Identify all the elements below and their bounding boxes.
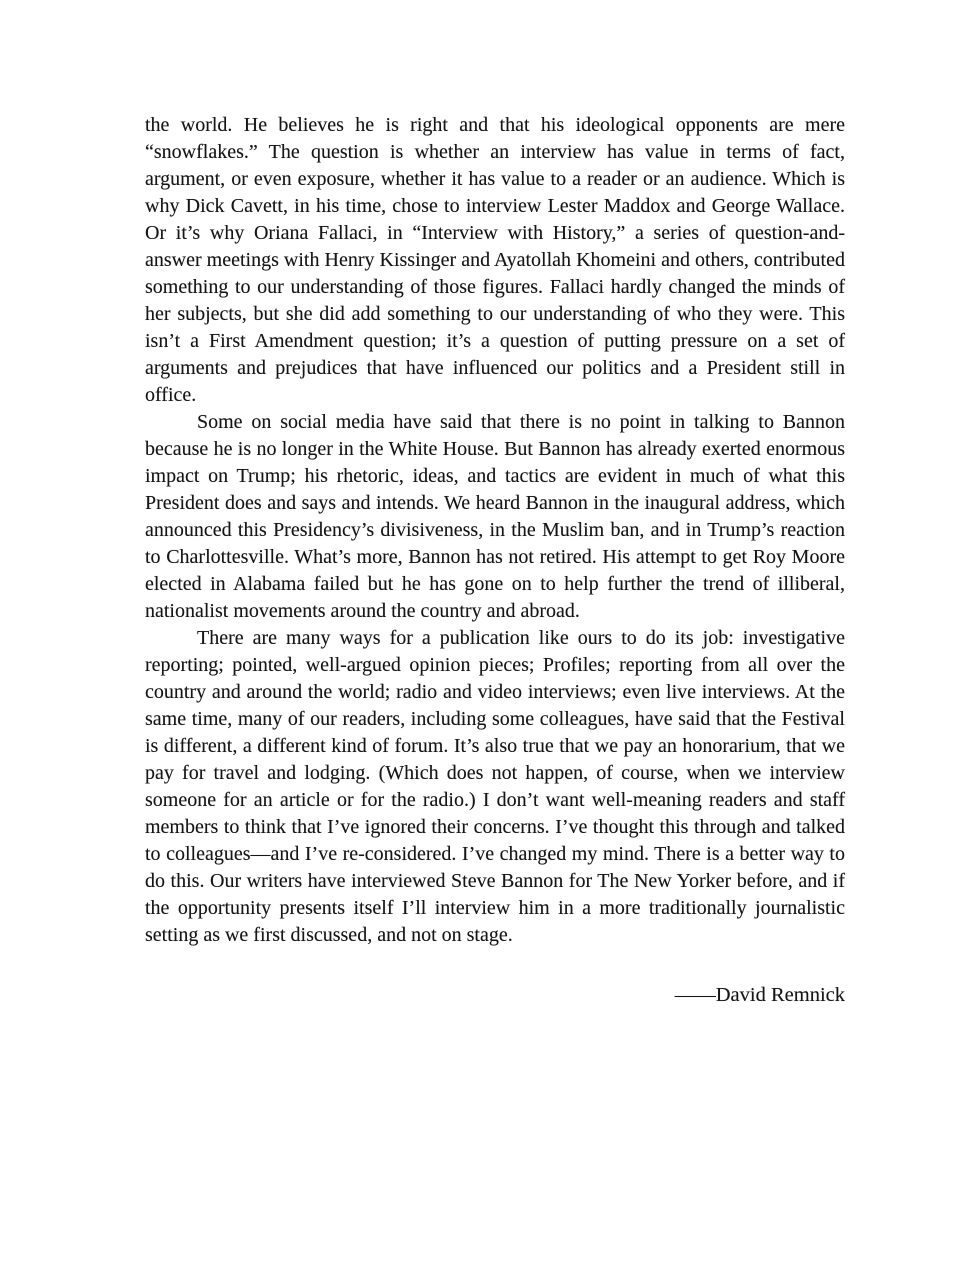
letter-body [145, 112, 845, 1009]
paragraph-2: Some on social media have said that there is no point in talking to Bannon because he is no longer in the White House. But Bannon has already exerted enormous impact on Trump; his rhetoric, ideas, and tactics are evident in much of what this President does and says and intends. We heard Bannon in the inaugural address, which announced this Presidency’s divisiveness, in the Muslim ban, and in Trump’s reaction to Charlottesville. What’s more, Bannon has not retired. His attempt to get Roy Moore elected in Alabama failed but he has gone on to help further the trend of illiberal, nationalist movements around the country and abroad. [145, 411, 845, 622]
paragraph-1: the world. He believes he is right and that his ideological opponents are mere “snowflakes.” The question is whether an interview has value in terms of fact, argument, or even exposure, whether it has value to a reader or an audience. Which is why Dick Cavett, in his time, chose to interview Lester Maddox and George Wallace. Or it’s why Oriana Fallaci, in “Interview with History,” a series of question-and-answer meetings with Henry Kissinger and Ayatollah Khomeini and others, contributed something to our understanding of those figures. Fallaci hardly changed the minds of her subjects, but she did add something to our understanding of who they were. This isn’t a First Amendment question; it’s a question of putting pressure on a set of arguments and prejudices that have influenced our politics and a President still in office. [145, 114, 845, 406]
paragraph-3: There are many ways for a publication like ours to do its job: investigative reporting; pointed, well-argued opinion pieces; Profiles; reporting from all over the country and around the world; radio and video interviews; even live interviews. At the same time, many of our readers, including some colleagues, have said that the Festival is different, a different kind of forum. It’s also true that we pay an honorarium, that we pay for travel and lodging. (Which does not happen, of course, when we interview someone for an article or for the radio.) I don’t want well-meaning readers and staff members to think that I’ve ignored their concerns. I’ve thought this through and talked to colleagues—and I’ve re-considered. I’ve changed my mind. There is a better way to do this. Our writers have interviewed Steve Bannon for The New Yorker before, and if the opportunity presents itself I’ll interview him in a more traditionally journalistic setting as we first discussed, and not on stage. [145, 627, 845, 946]
signature: ——David Remnick [674, 984, 845, 1006]
